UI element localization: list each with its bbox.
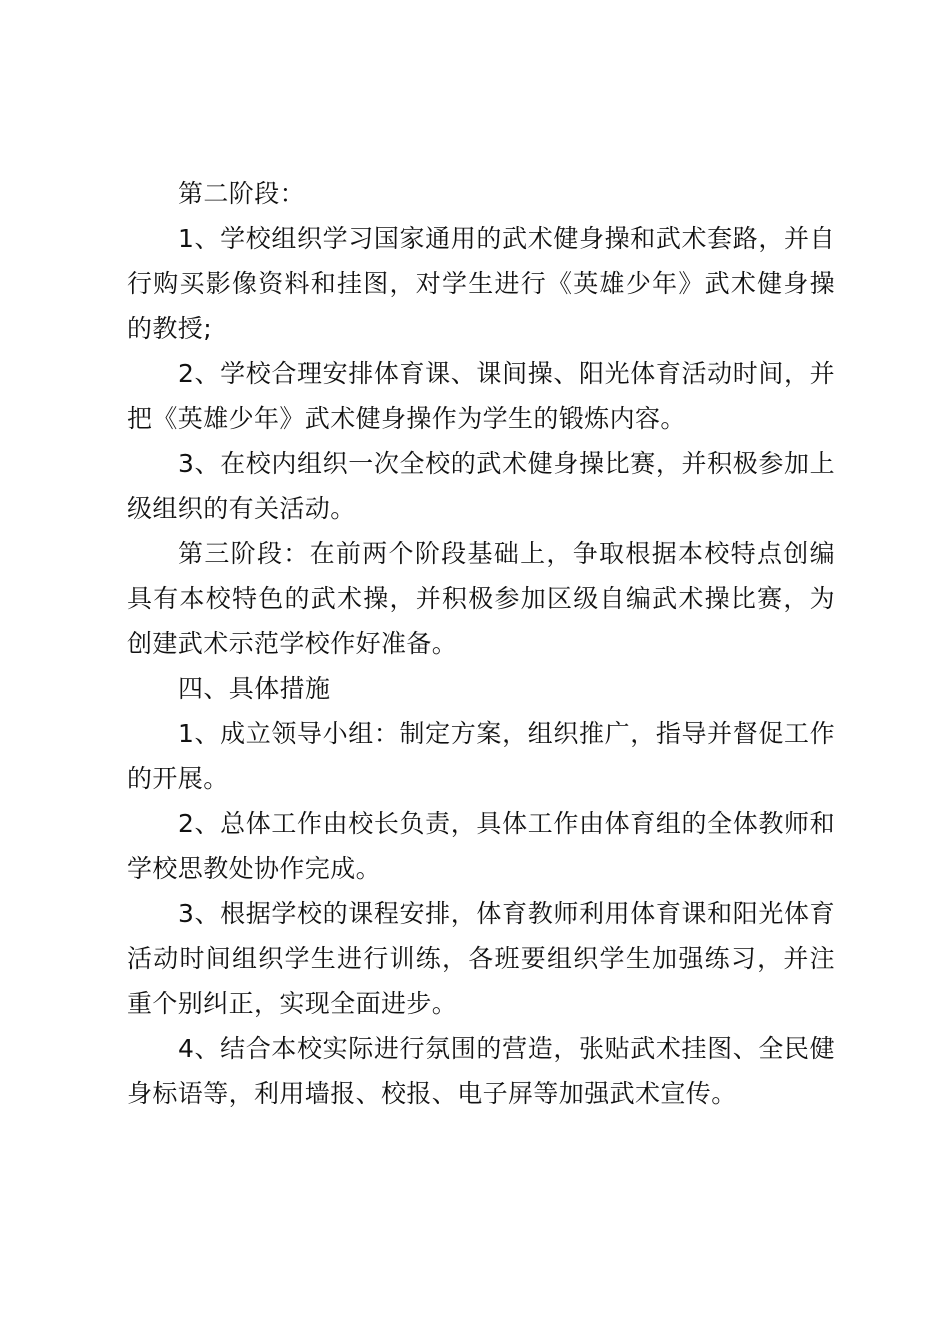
document-body: [127, 171, 835, 1116]
measures-item-1: 1、成立领导小组：制定方案，组织推广，指导并督促工作的开展。: [127, 719, 835, 793]
stage-three-paragraph: 第三阶段：在前两个阶段基础上，争取根据本校特点创编具有本校特色的武术操，并积极参加区级自编武术操比赛，为创建武术示范学校作好准备。: [127, 539, 835, 658]
measures-item-2: 2、总体工作由校长负责，具体工作由体育组的全体教师和学校思教处协作完成。: [127, 809, 835, 883]
stage-two-heading: 第二阶段：: [178, 179, 306, 208]
stage-two-item-3: 3、在校内组织一次全校的武术健身操比赛，并积极参加上级组织的有关活动。: [127, 449, 835, 523]
measures-heading: 四、具体措施: [178, 674, 331, 703]
measures-item-4: 4、结合本校实际进行氛围的营造，张贴武术挂图、全民健身标语等，利用墙报、校报、电子屏等加强武术宣传。: [127, 1034, 835, 1108]
measures-item-3: 3、根据学校的课程安排，体育教师利用体育课和阳光体育活动时间组织学生进行训练，各班要组织学生加强练习，并注重个别纠正，实现全面进步。: [127, 899, 835, 1018]
stage-two-item-1: 1、学校组织学习国家通用的武术健身操和武术套路，并自行购买影像资料和挂图，对学生进行《英雄少年》武术健身操的教授;: [127, 224, 835, 343]
stage-two-item-2: 2、学校合理安排体育课、课间操、阳光体育活动时间，并把《英雄少年》武术健身操作为学生的锻炼内容。: [127, 359, 835, 433]
